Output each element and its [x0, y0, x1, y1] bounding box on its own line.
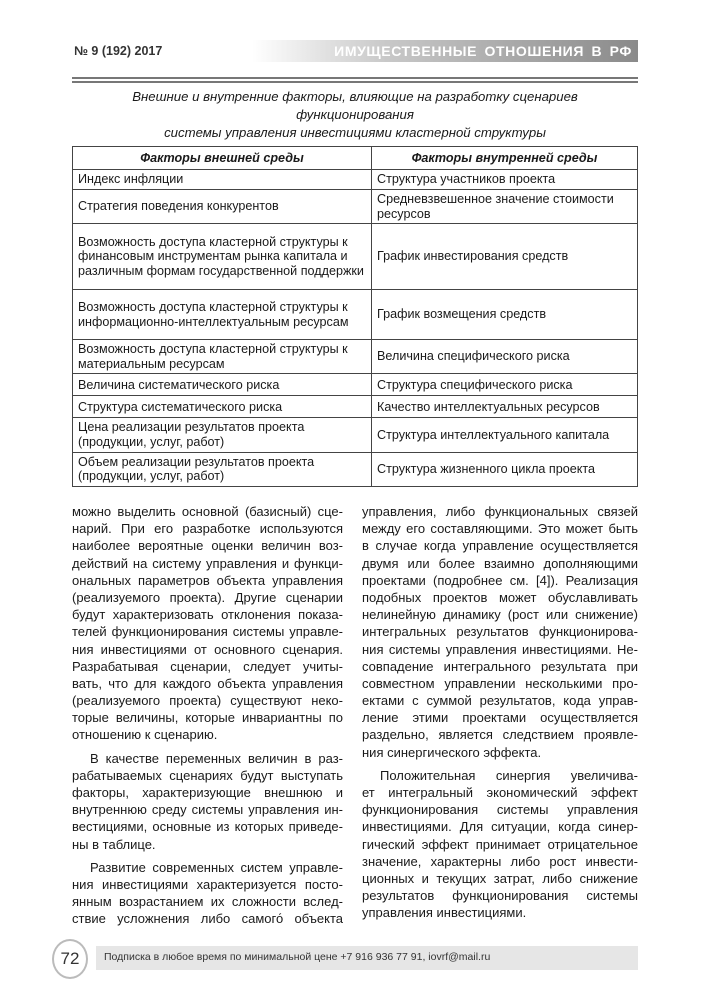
text-line: двумя или более взаимно дополняющими	[362, 555, 638, 571]
text-line: Разрабатывая сценарии, следует учиты-	[72, 658, 343, 674]
text-line: нарий. При его разработке используются	[72, 521, 343, 537]
table-cell: Индекс инфляции	[73, 170, 372, 190]
table-cell: Структура участников проекта	[372, 170, 638, 190]
table-row	[73, 340, 638, 374]
text-line: Положительная синергия увеличива-	[380, 767, 638, 783]
text-line: подобных проектов может обуславливать	[362, 589, 638, 605]
text-line: янным возрастанием их сложности вслед-	[72, 894, 343, 910]
text-line: внутреннюю среду системы управления ин-	[72, 802, 343, 818]
text-line: рабатываемых сценариях будут выступать	[72, 767, 343, 783]
table-cell: Структура систематического риска	[73, 396, 372, 418]
text-line: гический эффект принимает отрицательное	[362, 836, 638, 852]
header-rule	[72, 81, 638, 83]
text-column-right	[362, 503, 638, 928]
journal-title: ИМУЩЕСТВЕННЫЕ ОТНОШЕНИЯ В РФ	[334, 43, 632, 59]
text-line: наиболее вероятные оценки величин воз-	[72, 538, 343, 554]
table-row	[73, 190, 638, 224]
text-line: можно выделить основной (базисный) сце-	[72, 504, 343, 519]
footer-band	[96, 946, 638, 970]
text-line: ствие усложнения либо самого́ объекта	[72, 911, 343, 927]
table-row	[73, 396, 638, 418]
text-line: совпадение интегрального результата при	[362, 658, 638, 674]
text-line: совместном управлении несколькими про-	[362, 675, 638, 691]
factors-table	[72, 146, 638, 487]
table-cell: Средневзвешенное значение стоимости ресурсов	[372, 190, 638, 224]
table-cell: Структура жизненного цикла проекта	[372, 452, 638, 486]
paragraph	[72, 503, 343, 744]
subscription-text: Подписка в любое время по минимальной цене +7 916 936 77 91, iovrf@mail.ru	[104, 951, 491, 963]
text-line: (реализуемого проекта). Другие сценарии	[72, 589, 343, 605]
text-column-left	[72, 503, 343, 934]
text-line: ния инвестициями от основного сценария.	[72, 641, 343, 657]
column-header: Факторы внешней среды	[73, 147, 372, 170]
text-line: интегральных результатов функционирова-	[362, 624, 638, 640]
table-row	[73, 452, 638, 486]
text-line: управления инвестициями.	[362, 905, 527, 921]
table-cell: Величина систематического риска	[73, 374, 372, 396]
text-line: результатов функционирования системы	[362, 888, 638, 904]
text-line: управления, либо функциональных связей	[362, 504, 638, 519]
caption-line: системы управления инвестициями кластерной структуры	[164, 125, 546, 140]
table-row	[73, 374, 638, 396]
table-cell: Структура интеллектуального капитала	[372, 418, 638, 452]
text-line: ет интегральный экономический эффект	[362, 785, 638, 800]
table-row	[73, 290, 638, 340]
table-cell: Величина специфического риска	[372, 340, 638, 374]
table-cell: Возможность доступа кластерной структуры к финансовым инструментам рынка капитала и различным формам государственной поддержки	[73, 224, 372, 290]
page-number: 72	[52, 939, 88, 979]
text-line: вать, что для каждого объекта управления	[72, 675, 343, 691]
text-line: (реализуемого проекта) существуют неко-	[72, 693, 343, 709]
text-line: вестициями, основные из которых приведе-	[72, 819, 343, 835]
text-line: будут характеризовать отклонения показа-	[72, 607, 343, 623]
issue-number: № 9 (192) 2017	[74, 44, 163, 58]
column-header: Факторы внутренней среды	[372, 147, 638, 170]
table-cell: Возможность доступа кластерной структуры к материальным ресурсам	[73, 340, 372, 374]
table-row	[73, 224, 638, 290]
table-cell: Структура специфического риска	[372, 374, 638, 396]
paragraph	[72, 750, 343, 853]
text-line: инвестициями. Для ситуации, когда синер-	[362, 819, 638, 835]
text-line: ление этими проектами осуществляется	[362, 710, 638, 726]
text-line: отношению к сценарию.	[72, 727, 218, 743]
text-line: нелинейную динамику (рост или снижение)	[362, 607, 638, 623]
text-line: раздельно, является следствием проявле-	[362, 727, 638, 743]
table-cell: Цена реализации результатов проекта (продукции, услуг, работ)	[73, 418, 372, 452]
text-line: ния системы управления инвестициями. Не-	[362, 641, 638, 657]
text-line: факторы, характеризующие внешнюю и	[72, 785, 343, 800]
text-line: ния инвестициями характеризуется посто-	[72, 876, 343, 892]
header-rule	[72, 77, 638, 79]
text-line: между его составляющими. Это может быть	[362, 521, 638, 537]
paragraph	[362, 503, 638, 761]
text-line: Развитие современных систем управле-	[90, 859, 343, 875]
text-line: ны в таблице.	[72, 836, 156, 852]
text-line: ционных и текущих затрат, либо снижение	[362, 870, 638, 886]
text-line: В качестве переменных величин в раз-	[90, 750, 343, 766]
text-line: ектами с суммой результатов, кода управ-	[362, 693, 638, 709]
table-row	[73, 170, 638, 190]
text-line: ональных параметров объекта управления	[72, 572, 343, 588]
table-caption	[72, 88, 638, 142]
text-line: ния синергического эффекта.	[362, 744, 542, 760]
text-line: функционирования системы управления	[362, 802, 638, 818]
table-cell: График возмещения средств	[372, 290, 638, 340]
running-header	[72, 40, 638, 62]
table-row	[73, 418, 638, 452]
text-line: телей функционирования системы управле-	[72, 624, 343, 640]
text-line: в случае когда управление осуществляется	[362, 538, 638, 554]
text-line: действий на систему управления и функци-	[72, 555, 343, 571]
caption-line: Внешние и внутренние факторы, влияющие на разработку сценариев функционирования	[132, 89, 578, 122]
table-cell: Возможность доступа кластерной структуры к информационно-интеллектуальным ресурсам	[73, 290, 372, 340]
table-cell: Объем реализации результатов проекта (продукции, услуг, работ)	[73, 452, 372, 486]
table-cell: График инвестирования средств	[372, 224, 638, 290]
paragraph	[72, 859, 343, 928]
table-cell: Качество интеллектуальных ресурсов	[372, 396, 638, 418]
text-line: проектами (подробнее см. [4]). Реализация	[362, 572, 638, 588]
paragraph	[362, 767, 638, 922]
text-line: значение, характерны либо рост инвести-	[362, 853, 638, 869]
table-cell: Стратегия поведения конкурентов	[73, 190, 372, 224]
text-line: торые величины, которые инвариантны по	[72, 710, 343, 726]
